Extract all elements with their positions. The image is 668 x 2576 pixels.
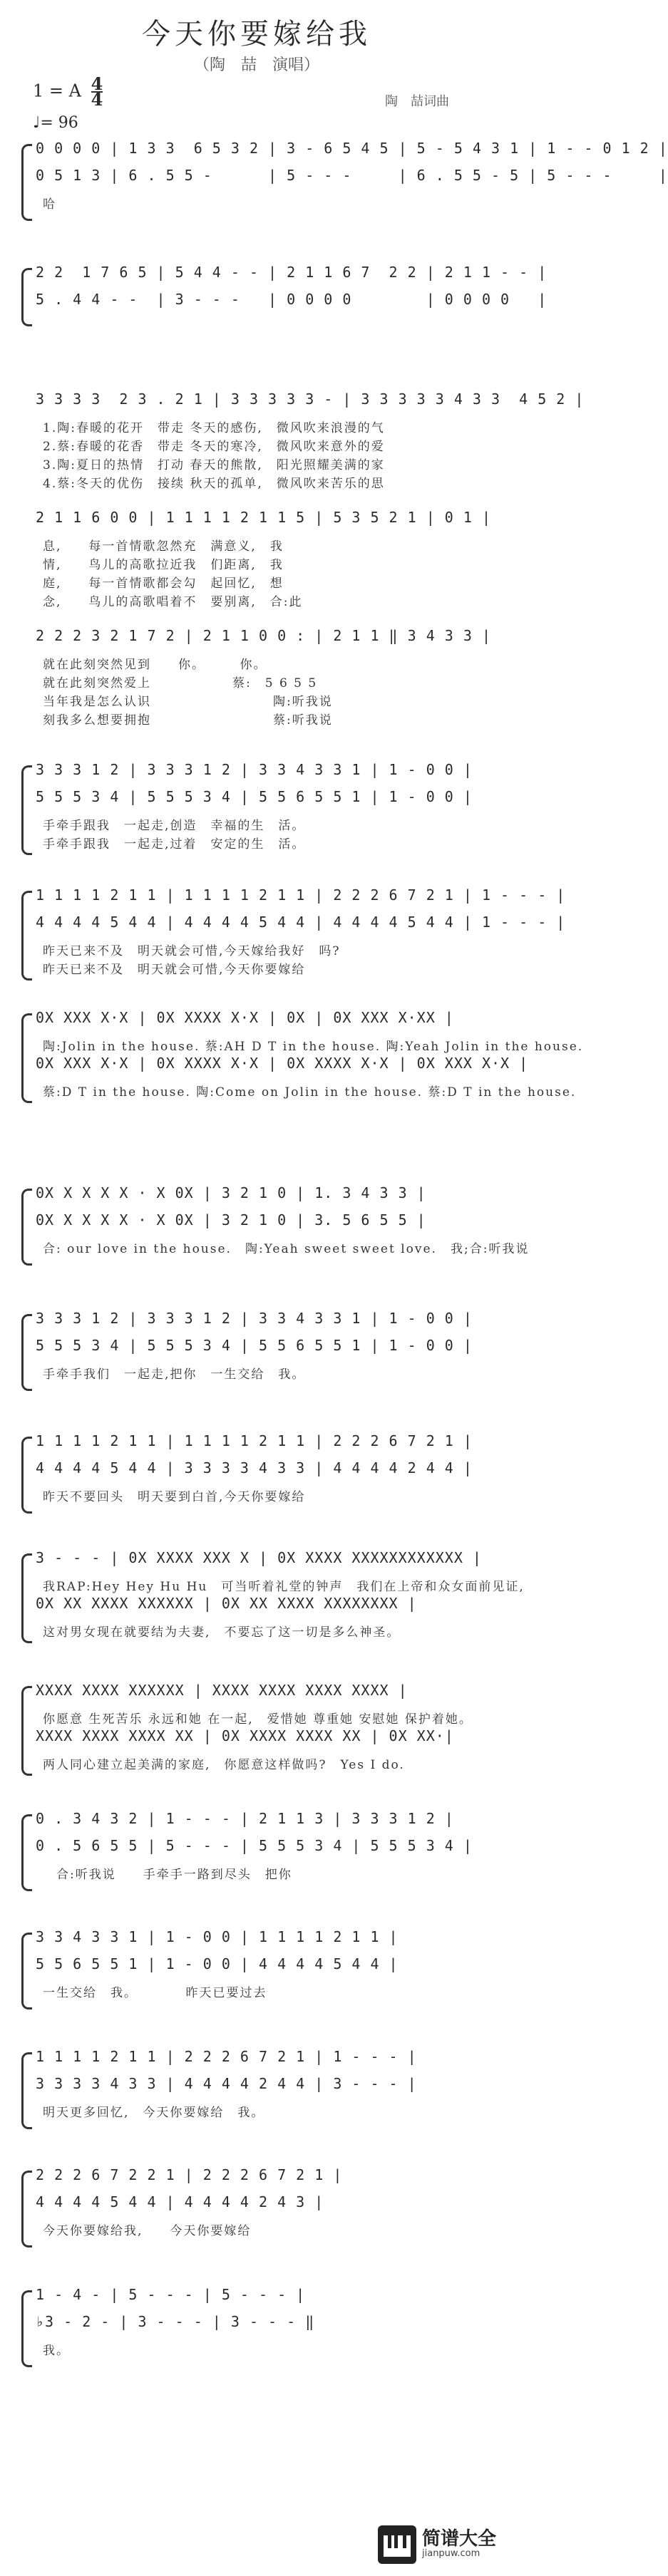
notation-row: 5 5 5 3 4 | 5 5 5 3 4 | 5 5 6 5 5 1 | 1 - 0 0 | — [36, 788, 473, 805]
system-brace — [21, 268, 32, 326]
page-title: 今天你要嫁给我 — [142, 18, 371, 51]
notation-row: 3 3 3 1 2 | 3 3 3 1 2 | 3 3 4 3 3 1 | 1 - 0 0 | — [36, 1310, 473, 1327]
lyric-row: 昨天已来不及 明天就会可惜,今天你要嫁给 — [43, 963, 333, 977]
notation-row: 2 1 1 6 0 0 | 1 1 1 1 2 1 1 5 | 5 3 5 2 1 | 0 1 | — [36, 509, 492, 526]
lyric-row: 昨天已来不及 明天就会可惜,今天嫁给我好 吗? — [43, 944, 341, 958]
notation-row: ♭3 - 2 - | 3 - - - | 3 - - - ‖ — [36, 2313, 315, 2330]
time-bottom: 4 — [91, 89, 103, 110]
notation-row: 3 3 3 1 2 | 3 3 3 1 2 | 3 3 4 3 3 1 | 1 - 0 0 | — [36, 761, 473, 778]
lyric-row: 我。 — [43, 2344, 70, 2358]
system-brace — [21, 1314, 32, 1391]
lyric-row: 当年我是怎么认识 陶:听我说 — [43, 695, 333, 709]
lyric-row: 一生交给 我。 昨天已要过去 — [43, 1986, 267, 2000]
lyric-row: 念, 鸟儿的高歌唱着不 要别离, 合:此 — [43, 595, 303, 609]
lyric-row: 手牵手我们 一起走,把你 一生交给 我。 — [43, 1367, 306, 1382]
system-brace — [21, 891, 32, 981]
notation-row: 0X XXX X·X | 0X XXXX X·X | 0X XXXX X·X | 0X XXX X·X | — [36, 1055, 529, 1072]
key-signature — [33, 73, 103, 110]
system-brace — [21, 1686, 32, 1776]
lyric-row: 今天你要嫁给我, 今天你要嫁给 — [43, 2224, 252, 2238]
lyric-row: 我RAP:Hey Hey Hu Hu 可当听着礼堂的钟声 我们在上帝和众女面前见证, — [43, 1580, 525, 1594]
time-top: 4 — [91, 73, 103, 94]
lyric-row: 这对男女现在就要结为夫妻, 不要忘了这一切是多么神圣。 — [43, 1625, 401, 1640]
lyric-row: 2.蔡:春暖的花香 带走 冬天的寒冷, 微风吹来意外的爱 — [43, 440, 385, 454]
system-brace — [21, 2290, 32, 2367]
lyric-row: 3.陶:夏日的热情 打动 春天的熊散, 阳光照耀美满的家 — [43, 458, 385, 472]
system-brace — [21, 144, 32, 221]
time-signature — [91, 73, 103, 110]
notation-row: 5 . 4 4 - - | 3 - - - | 0 0 0 0 | 0 0 0 0 | — [36, 291, 548, 308]
lyric-row: 两人同心建立起美满的家庭, 你愿意这样做吗? Yes I do. — [43, 1758, 405, 1772]
system-brace — [21, 2171, 32, 2247]
lyric-row: 哈 — [43, 197, 56, 212]
lyric-row: 手牵手跟我 一起走,过着 安定的生 活。 — [43, 837, 306, 852]
notation-row: 0X X X X X · X 0X | 3 2 1 0 | 1. 3 4 3 3 | — [36, 1184, 426, 1201]
lyric-row: 昨天不要回头 明天要到白首,今天你要嫁给 — [43, 1490, 306, 1504]
system-brace — [21, 1933, 32, 2009]
notation-row: 1 1 1 1 2 1 1 | 2 2 2 6 7 2 1 | 1 - - - | — [36, 2048, 417, 2065]
notation-row: XXXX XXXX XXXXXX | XXXX XXXX XXXX XXXX | — [36, 1682, 408, 1699]
notation-row: 3 3 3 3 4 3 3 | 4 4 4 4 2 4 4 | 3 - - - | — [36, 2075, 417, 2092]
notation-row: 4 4 4 4 5 4 4 | 3 3 3 3 4 3 3 | 4 4 4 4 2 4 4 | — [36, 1459, 473, 1476]
lyric-row: 明天更多回忆, 今天你要嫁给 我。 — [43, 2106, 265, 2120]
system-brace — [21, 2052, 32, 2129]
notation-row: 0X XX XXXX XXXXXX | 0X XX XXXX XXXXXXXX | — [36, 1595, 417, 1612]
system-brace — [21, 1437, 32, 1514]
notation-row: 2 2 2 3 2 1 7 2 | 2 1 1 0 0 : | 2 1 1 ‖ 3 4 3 3 | — [36, 627, 492, 644]
piano-logo-icon — [378, 2525, 416, 2564]
lyric-row: 1.陶:春暖的花开 带走 冬天的感伤, 微风吹来浪漫的气 — [43, 421, 385, 435]
lyric-row: 蔡:D T in the house. 陶:Come on Jolin in the house. 蔡:D T in the house. — [43, 1085, 577, 1100]
lyric-row: 就在此刻突然爱上 蔡: 5 6 5 5 — [43, 676, 318, 690]
key-label: 1 = A — [33, 81, 81, 101]
notation-row: 5 5 6 5 5 1 | 1 - 0 0 | 4 4 4 4 5 4 4 | — [36, 1955, 399, 1972]
notation-row: 0X X X X X · X 0X | 3 2 1 0 | 3. 5 6 5 5 | — [36, 1211, 426, 1228]
notation-row: 2 2 1 7 6 5 | 5 4 4 - - | 2 1 1 6 7 2 2 | 2 1 1 - - | — [36, 264, 548, 281]
lyric-row: 刻我多么想要拥抱 蔡:听我说 — [43, 713, 333, 728]
lyric-row: 手牵手跟我 一起走,创造 幸福的生 活。 — [43, 819, 306, 833]
notation-row: 0 5 1 3 | 6 . 5 5 - | 5 - - - | 6 . 5 5 - 5 | 5 - - - | — [36, 167, 668, 184]
notation-row: 1 1 1 1 2 1 1 | 1 1 1 1 2 1 1 | 2 2 2 6 7 2 1 | — [36, 1432, 473, 1449]
system-brace — [21, 1814, 32, 1891]
lyric-row: 合:听我说 手牵手一路到尽头 把你 — [43, 1868, 292, 1882]
notation-row: XXXX XXXX XXXX XX | 0X XXXX XXXX XX | 0X XX·| — [36, 1727, 454, 1744]
watermark-brand: 简谱大全 — [422, 2528, 497, 2550]
notation-row: 3 3 3 3 2 3 . 2 1 | 3 3 3 3 3 - | 3 3 3 3 3 4 3 3 4 5 2 | — [36, 390, 585, 408]
lyric-row: 合: our love in the house. 陶:Yeah sweet sweet love. 我;合:听我说 — [43, 1242, 530, 1256]
system-brace — [21, 1013, 32, 1103]
system-brace — [21, 1553, 32, 1643]
lyric-row: 情, 鸟儿的高歌拉近我 们距离, 我 — [43, 558, 284, 572]
lyric-row: 庭, 每一首情歌都会勾 起回忆, 想 — [43, 576, 284, 591]
notation-row: 0 . 3 4 3 2 | 1 - - - | 2 1 1 3 | 3 3 3 1 2 | — [36, 1810, 454, 1827]
notation-row: 0 0 0 0 | 1 3 3 6 5 3 2 | 3 - 6 5 4 5 | 5 - 5 4 3 1 | 1 - - 0 1 2 | — [36, 140, 668, 157]
notation-row: 3 3 4 3 3 1 | 1 - 0 0 | 1 1 1 1 2 1 1 | — [36, 1928, 399, 1945]
watermark — [378, 2523, 503, 2565]
notation-row: 1 1 1 1 2 1 1 | 1 1 1 1 2 1 1 | 2 2 2 6 7 2 1 | 1 - - - | — [36, 886, 566, 904]
notation-row: 2 2 2 6 7 2 2 1 | 2 2 2 6 7 2 1 | — [36, 2166, 343, 2183]
composer-credit: 陶 喆词曲 — [385, 94, 449, 109]
lyric-row: 就在此刻突然见到 你。 你。 — [43, 658, 342, 672]
lyric-row: 息, 每一首情歌忽然充 满意义, 我 — [43, 539, 284, 554]
tempo-marking: ♩= 96 — [33, 114, 78, 132]
notation-row: 3 - - - | 0X XXXX XXX X | 0X XXXX XXXXXXXXXXXX | — [36, 1549, 482, 1566]
performer-subtitle: （陶 喆 演唱） — [193, 56, 319, 74]
lyric-row: 陶:Jolin in the house. 蔡:AH D T in the house. 陶:Yeah Jolin in the house. — [43, 1040, 584, 1054]
notation-row: 0X XXX X·X | 0X XXXX X·X | 0X | 0X XXX X·XX | — [36, 1009, 454, 1026]
notation-row: 5 5 5 3 4 | 5 5 5 3 4 | 5 5 6 5 5 1 | 1 - 0 0 | — [36, 1337, 473, 1354]
notation-row: 4 4 4 4 5 4 4 | 4 4 4 4 2 4 3 | — [36, 2193, 324, 2210]
system-brace — [21, 765, 32, 855]
system-brace — [21, 1189, 32, 1266]
watermark-url: jianpuw.com — [422, 2548, 481, 2559]
lyric-row: 你愿意 生死苦乐 永远和她 在一起, 爱惜她 尊重她 安慰她 保护着她。 — [43, 1712, 473, 1727]
lyric-row: 4.蔡:冬天的优伤 接续 秋天的孤单, 微风吹来苦乐的思 — [43, 477, 385, 491]
notation-row: 0 . 5 6 5 5 | 5 - - - | 5 5 5 3 4 | 5 5 5 3 4 | — [36, 1837, 473, 1854]
notation-row: 4 4 4 4 5 4 4 | 4 4 4 4 5 4 4 | 4 4 4 4 5 4 4 | 1 - - - | — [36, 914, 566, 931]
notation-row: 1 - 4 - | 5 - - - | 5 - - - | — [36, 2286, 306, 2303]
